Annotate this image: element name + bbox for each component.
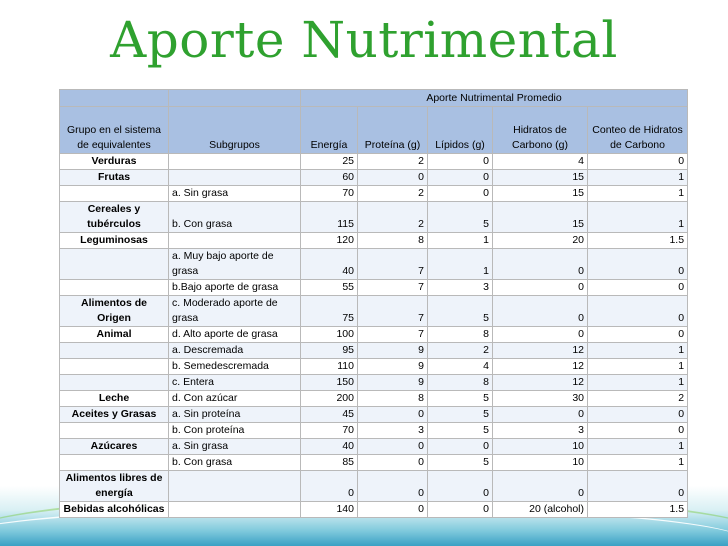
row-energy: 60 [301, 170, 358, 186]
table-row [60, 233, 688, 249]
nutrition-table [59, 89, 688, 518]
row-group: Bebidas alcohólicas [60, 502, 169, 518]
row-lipids: 3 [428, 280, 493, 296]
row-protein: 7 [358, 280, 428, 296]
header-lipids: Lípidos (g) [428, 107, 493, 154]
row-group: Aceites y Grasas [60, 407, 169, 423]
row-energy: 115 [301, 202, 358, 233]
row-energy: 55 [301, 280, 358, 296]
row-protein: 7 [358, 296, 428, 327]
row-protein: 0 [358, 455, 428, 471]
row-carb-count: 1 [588, 439, 688, 455]
table-row [60, 280, 688, 296]
row-protein: 0 [358, 407, 428, 423]
header-carb-count: Conteo de Hidratos de Carbono [588, 107, 688, 154]
table-row [60, 170, 688, 186]
row-subgroup [169, 233, 301, 249]
row-protein: 0 [358, 471, 428, 502]
row-lipids: 2 [428, 343, 493, 359]
row-energy: 85 [301, 455, 358, 471]
row-carbs: 15 [493, 186, 588, 202]
row-group [60, 249, 169, 280]
row-group: Azúcares [60, 439, 169, 455]
table-row [60, 359, 688, 375]
table-row [60, 439, 688, 455]
row-protein: 9 [358, 359, 428, 375]
row-group [60, 455, 169, 471]
row-subgroup: a. Sin grasa [169, 186, 301, 202]
row-carb-count: 1 [588, 170, 688, 186]
row-carb-count: 0 [588, 154, 688, 170]
row-carbs: 4 [493, 154, 588, 170]
header-blank-sub [169, 90, 301, 107]
row-protein: 7 [358, 327, 428, 343]
row-energy: 140 [301, 502, 358, 518]
row-carbs: 12 [493, 343, 588, 359]
row-protein: 2 [358, 154, 428, 170]
row-lipids: 1 [428, 249, 493, 280]
row-subgroup: a. Descremada [169, 343, 301, 359]
row-energy: 100 [301, 327, 358, 343]
row-group [60, 186, 169, 202]
row-carbs: 0 [493, 249, 588, 280]
row-carbs: 30 [493, 391, 588, 407]
row-carb-count: 0 [588, 327, 688, 343]
row-carbs: 3 [493, 423, 588, 439]
row-protein: 2 [358, 202, 428, 233]
table-body [60, 154, 688, 518]
table-row [60, 471, 688, 502]
table-row [60, 154, 688, 170]
row-lipids: 0 [428, 439, 493, 455]
row-lipids: 0 [428, 502, 493, 518]
row-subgroup [169, 471, 301, 502]
row-subgroup: d. Con azúcar [169, 391, 301, 407]
row-protein: 9 [358, 375, 428, 391]
row-carb-count: 0 [588, 407, 688, 423]
row-carbs: 0 [493, 471, 588, 502]
row-lipids: 5 [428, 423, 493, 439]
row-energy: 45 [301, 407, 358, 423]
row-lipids: 0 [428, 154, 493, 170]
row-carb-count: 1 [588, 202, 688, 233]
table-row [60, 296, 688, 327]
header-energy: Energía [301, 107, 358, 154]
row-lipids: 5 [428, 202, 493, 233]
row-subgroup [169, 154, 301, 170]
row-group [60, 423, 169, 439]
row-energy: 25 [301, 154, 358, 170]
row-protein: 7 [358, 249, 428, 280]
row-energy: 40 [301, 439, 358, 455]
row-carb-count: 1.5 [588, 233, 688, 249]
row-carb-count: 0 [588, 280, 688, 296]
row-group: Leche [60, 391, 169, 407]
row-group [60, 343, 169, 359]
table-row [60, 407, 688, 423]
row-protein: 8 [358, 391, 428, 407]
row-protein: 3 [358, 423, 428, 439]
row-group: Leguminosas [60, 233, 169, 249]
table-row [60, 423, 688, 439]
row-carbs: 20 (alcohol) [493, 502, 588, 518]
row-energy: 95 [301, 343, 358, 359]
row-carb-count: 1 [588, 359, 688, 375]
row-protein: 2 [358, 186, 428, 202]
row-group: Frutas [60, 170, 169, 186]
row-energy: 70 [301, 186, 358, 202]
row-subgroup: c. Moderado aporte de grasa [169, 296, 301, 327]
row-group: Verduras [60, 154, 169, 170]
row-energy: 0 [301, 471, 358, 502]
row-subgroup: a. Sin grasa [169, 439, 301, 455]
row-subgroup: b. Con grasa [169, 455, 301, 471]
row-protein: 0 [358, 439, 428, 455]
row-lipids: 0 [428, 170, 493, 186]
table-row [60, 455, 688, 471]
row-carbs: 20 [493, 233, 588, 249]
row-subgroup: c. Entera [169, 375, 301, 391]
row-carbs: 15 [493, 202, 588, 233]
row-carb-count: 1 [588, 186, 688, 202]
row-subgroup: a. Muy bajo aporte de grasa [169, 249, 301, 280]
row-lipids: 4 [428, 359, 493, 375]
row-energy: 110 [301, 359, 358, 375]
table-row [60, 502, 688, 518]
row-carb-count: 1 [588, 455, 688, 471]
row-group: Animal [60, 327, 169, 343]
row-subgroup [169, 502, 301, 518]
row-energy: 200 [301, 391, 358, 407]
row-carbs: 10 [493, 455, 588, 471]
header-blank-group [60, 90, 169, 107]
table-row [60, 343, 688, 359]
slide-title: Aporte Nutrimental [110, 11, 618, 69]
row-protein: 8 [358, 233, 428, 249]
row-energy: 75 [301, 296, 358, 327]
row-group: Alimentos de Origen [60, 296, 169, 327]
row-carb-count: 0 [588, 423, 688, 439]
row-subgroup: b. Semedescremada [169, 359, 301, 375]
row-protein: 9 [358, 343, 428, 359]
row-lipids: 8 [428, 327, 493, 343]
header-subgroups: Subgrupos [169, 107, 301, 154]
row-lipids: 0 [428, 471, 493, 502]
header-protein: Proteína (g) [358, 107, 428, 154]
row-lipids: 0 [428, 186, 493, 202]
row-subgroup: b.Bajo aporte de grasa [169, 280, 301, 296]
row-energy: 40 [301, 249, 358, 280]
row-carb-count: 2 [588, 391, 688, 407]
row-carbs: 0 [493, 327, 588, 343]
row-carb-count: 1 [588, 343, 688, 359]
table-row [60, 327, 688, 343]
row-carbs: 12 [493, 359, 588, 375]
row-carbs: 15 [493, 170, 588, 186]
row-group: Cereales y tubérculos [60, 202, 169, 233]
row-group: Alimentos libres de energía [60, 471, 169, 502]
row-lipids: 1 [428, 233, 493, 249]
row-energy: 70 [301, 423, 358, 439]
row-carbs: 0 [493, 407, 588, 423]
row-carb-count: 1.5 [588, 502, 688, 518]
header-carbs: Hidratos de Carbono (g) [493, 107, 588, 154]
row-lipids: 8 [428, 375, 493, 391]
row-carbs: 0 [493, 296, 588, 327]
row-group [60, 375, 169, 391]
row-energy: 150 [301, 375, 358, 391]
row-group [60, 280, 169, 296]
table-row [60, 375, 688, 391]
row-protein: 0 [358, 502, 428, 518]
row-lipids: 5 [428, 407, 493, 423]
row-protein: 0 [358, 170, 428, 186]
row-carb-count: 0 [588, 249, 688, 280]
header-group: Grupo en el sistema de equivalentes [60, 107, 169, 154]
row-carb-count: 1 [588, 375, 688, 391]
row-group [60, 359, 169, 375]
row-subgroup: d. Alto aporte de grasa [169, 327, 301, 343]
row-carbs: 12 [493, 375, 588, 391]
row-lipids: 5 [428, 455, 493, 471]
row-carbs: 10 [493, 439, 588, 455]
table-row [60, 391, 688, 407]
table-row [60, 249, 688, 280]
row-lipids: 5 [428, 296, 493, 327]
row-subgroup: a. Sin proteína [169, 407, 301, 423]
row-subgroup [169, 170, 301, 186]
row-energy: 120 [301, 233, 358, 249]
header-average: Aporte Nutrimental Promedio [301, 90, 688, 107]
row-carb-count: 0 [588, 471, 688, 502]
row-subgroup: b. Con grasa [169, 202, 301, 233]
row-lipids: 5 [428, 391, 493, 407]
table-row [60, 186, 688, 202]
table-row [60, 202, 688, 233]
row-carbs: 0 [493, 280, 588, 296]
row-subgroup: b. Con proteína [169, 423, 301, 439]
row-carb-count: 0 [588, 296, 688, 327]
